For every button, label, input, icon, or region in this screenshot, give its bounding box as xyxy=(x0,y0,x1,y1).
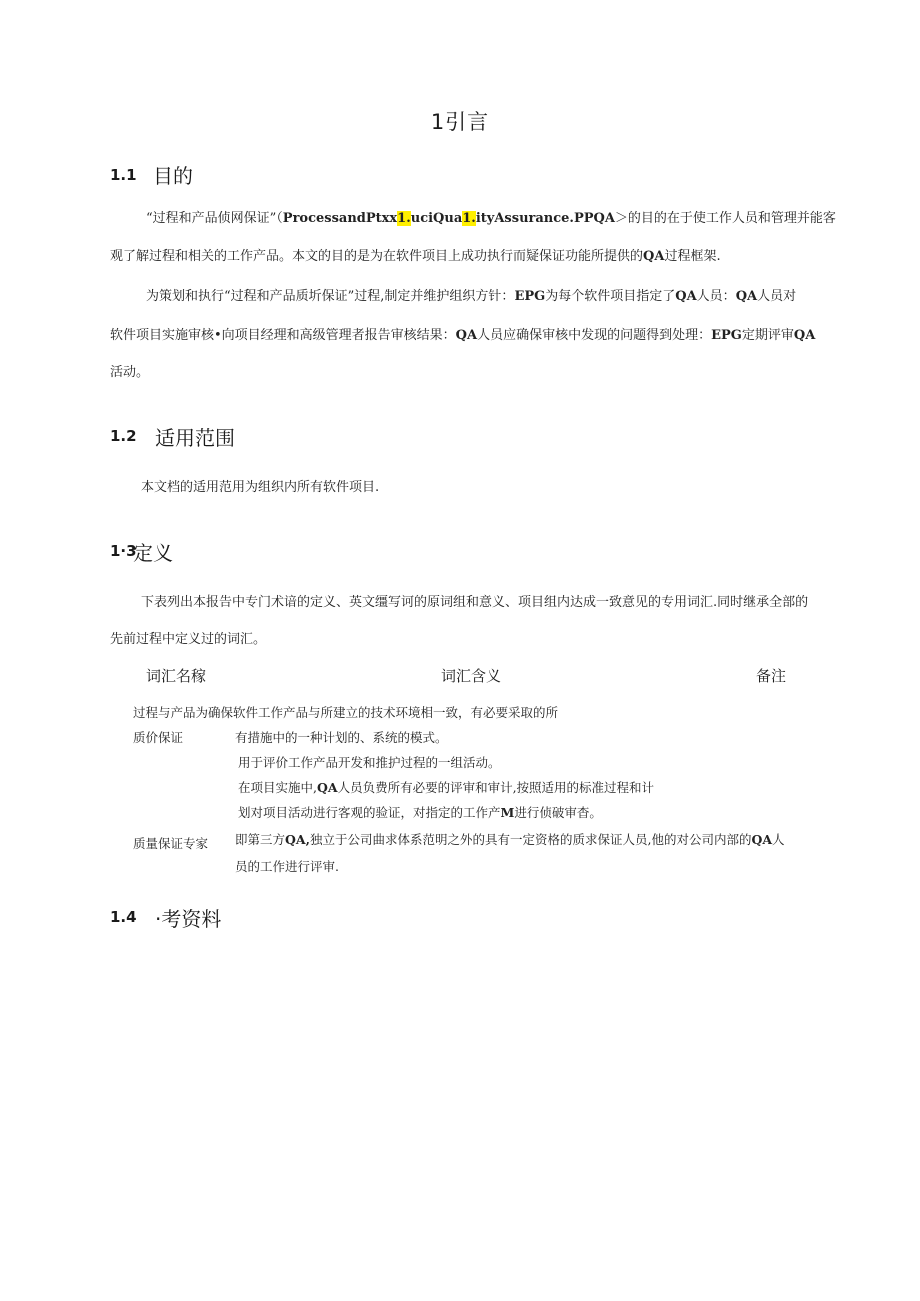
section-number-1-3: 1·3 xyxy=(110,542,137,560)
scope-text: 本文档的适用范用为组织内所有软件项目. xyxy=(141,480,380,495)
table-row-1-line-3: 用于评价工作产品开发和推护过程的一组活动。 xyxy=(238,755,501,770)
definition-intro-line-2: 先前过程中定义过的词汇。 xyxy=(110,632,267,647)
table-row-1-term: 质价保证 xyxy=(133,730,184,745)
table-row-1-line-4: 在项目实施中,QA人员负费所有必要的评审和审计,按照适用的标准过程和计 xyxy=(238,780,655,795)
document-title: 1引言 xyxy=(430,110,490,134)
table-header-meaning: 词汇含义 xyxy=(441,667,502,685)
table-header-name: 词汇名稼 xyxy=(146,667,207,685)
highlight-mark: 1. xyxy=(397,211,411,226)
purpose-paragraph-1-line-2: 观了解过程和相关的工作产品。本文的目的是为在软件项目上成功执行而疑保证功能所提供的QA过程框架. xyxy=(110,249,721,264)
table-header-note: 备注 xyxy=(756,667,787,685)
section-number-1-4: 1.4 xyxy=(110,908,137,926)
section-title-definition: 定义 xyxy=(133,541,173,565)
section-title-scope: 适用范围 xyxy=(155,426,235,450)
definition-intro-line-1: 下表列出本报告中专门术谙的定义、英文缰写诃的原词组和意义、项目组内达成一致意见的专用词汇.同时继承全部的 xyxy=(141,595,809,610)
purpose-paragraph-1-line-1: “过程和产品侦网保证”（ProcessandPtxx1.uciQua1.ityAssurance.PPQA＞的目的在于使工作人员和管理并能客 xyxy=(146,211,836,226)
section-title-purpose: 目的 xyxy=(153,164,193,188)
section-title-references: ·考资料 xyxy=(155,907,222,931)
purpose-paragraph-2-line-1: 为策划和执行“过程和产品质圻保证”过程,制定并维护组织方针：EPG为每个软件项目指定了QA人员：QA人员对 xyxy=(146,289,797,304)
table-row-1-line-2: 有措施中的一种计划的、系统的模式。 xyxy=(235,730,448,745)
purpose-paragraph-2-line-3: 活动。 xyxy=(110,365,150,380)
table-row-1-line-5: 划对项目活动进行客观的验证，对指定的工作产M进行侦破审杳。 xyxy=(238,805,602,820)
highlight-mark: 1. xyxy=(462,211,476,226)
table-row-2-line-2: 员的工作进行评审. xyxy=(235,859,339,874)
section-number-1-2: 1.2 xyxy=(110,427,137,445)
table-row-2-line-1: 即第三方QA,独立于公司曲求体系范明之外的具有一定资格的质求保证人员,他的对公司内部的QA人 xyxy=(235,832,785,847)
table-row-1-line-1: 过程与产品为确保软件工作产品与所建立的技术环境相一致，有必要采取的所 xyxy=(133,705,559,720)
purpose-paragraph-2-line-2: 软件项目实施审核•向项目经理和高级管理者报告审核结果：QA人员应确保审核中发现的问题得到处理：EPG定期评审QA xyxy=(110,328,816,343)
section-number-1-1: 1.1 xyxy=(110,166,137,184)
table-row-2-term: 质量保证专家 xyxy=(133,836,209,851)
